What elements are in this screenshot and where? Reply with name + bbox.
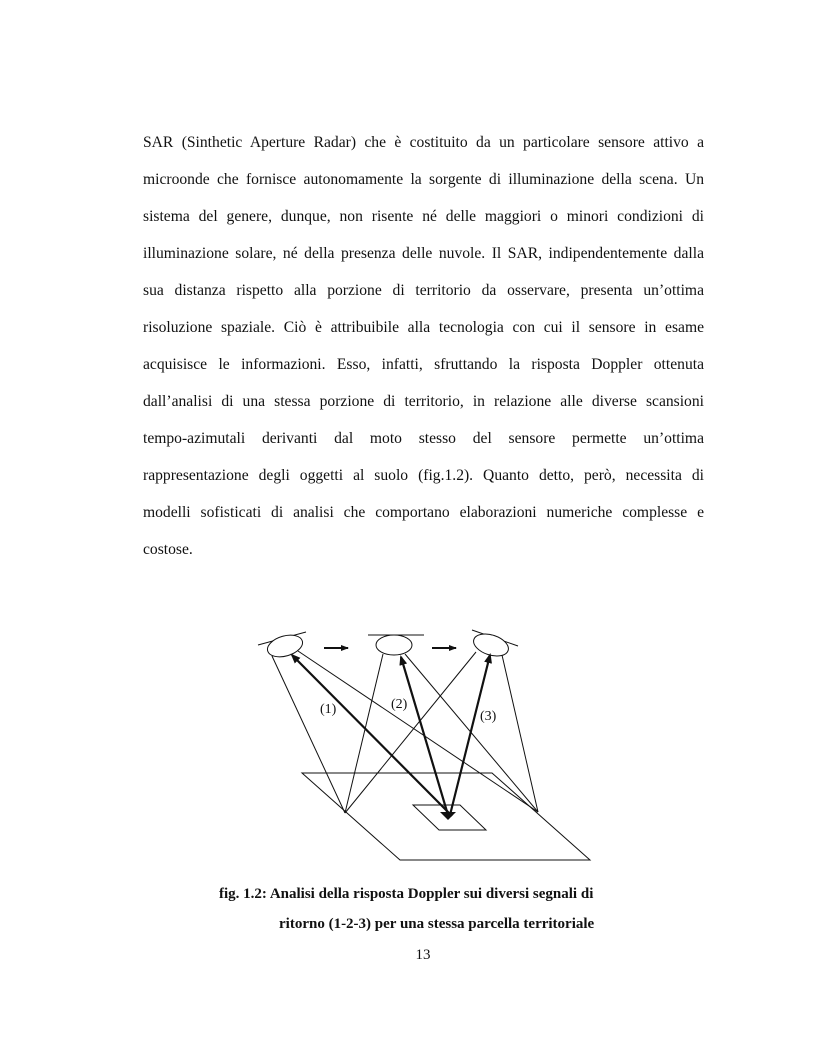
body-paragraph (143, 130, 704, 574)
return-signal-origin (440, 812, 456, 820)
paragraph-line-12: costose. (143, 541, 193, 558)
paragraph-line-3: sistema del genere, dunque, non risente né delle maggiori o minori condizioni di (143, 208, 704, 225)
caption-line-1: fig. 1.2: Analisi della risposta Doppler sui diversi segnali di (219, 886, 594, 902)
paragraph-line-6: risoluzione spaziale. Ciò è attribuibile alla tecnologia con cui il sensore in esame (143, 319, 704, 336)
paragraph-line-1: SAR (Sinthetic Aperture Radar) che è costituito da un particolare sensore attivo a (143, 134, 704, 151)
return-signal-1 (292, 655, 452, 816)
signal-label-2: (2) (391, 697, 408, 712)
paragraph-line-5: sua distanza rispetto alla porzione di territorio da osservare, presenta un’ottima (143, 282, 704, 299)
paragraph-line-10: rappresentazione degli oggetti al suolo (fig.1.2). Quanto detto, però, necessita di (143, 467, 704, 484)
paragraph-line-11: modelli sofisticati di analisi che comportano elaborazioni numeriche complesse e (143, 504, 704, 521)
caption-line-2: ritorno (1-2-3) per una stessa parcella territoriale (279, 916, 595, 932)
sensor-antenna-3 (471, 630, 511, 660)
sar-doppler-diagram (250, 620, 600, 865)
sensor-antenna-2 (376, 635, 412, 655)
paragraph-line-2: microonde che fornisce autonomamente la sorgente di illuminazione della scena. Un (143, 171, 704, 188)
signal-label-3: (3) (480, 709, 497, 724)
paragraph-line-4: illuminazione solare, né della presenza delle nuvole. Il SAR, indipendentemente dalla (143, 245, 704, 262)
beam-lines-sensor-2 (345, 654, 538, 813)
paragraph-line-8: dall’analisi di una stessa porzione di territorio, in relazione alle diverse scansioni (143, 393, 704, 410)
paragraph-line-9: tempo-azimutali derivanti dal moto stesso del sensore permette un’ottima (143, 430, 704, 447)
sensor-antenna-1 (265, 631, 305, 660)
page-number: 13 (415, 947, 431, 963)
beam-lines-sensor-3 (345, 652, 538, 813)
paragraph-line-7: acquisisce le informazioni. Esso, infatti, sfruttando la risposta Doppler ottenuta (143, 356, 704, 373)
signal-label-1: (1) (320, 702, 337, 717)
return-signal-3 (450, 655, 490, 815)
